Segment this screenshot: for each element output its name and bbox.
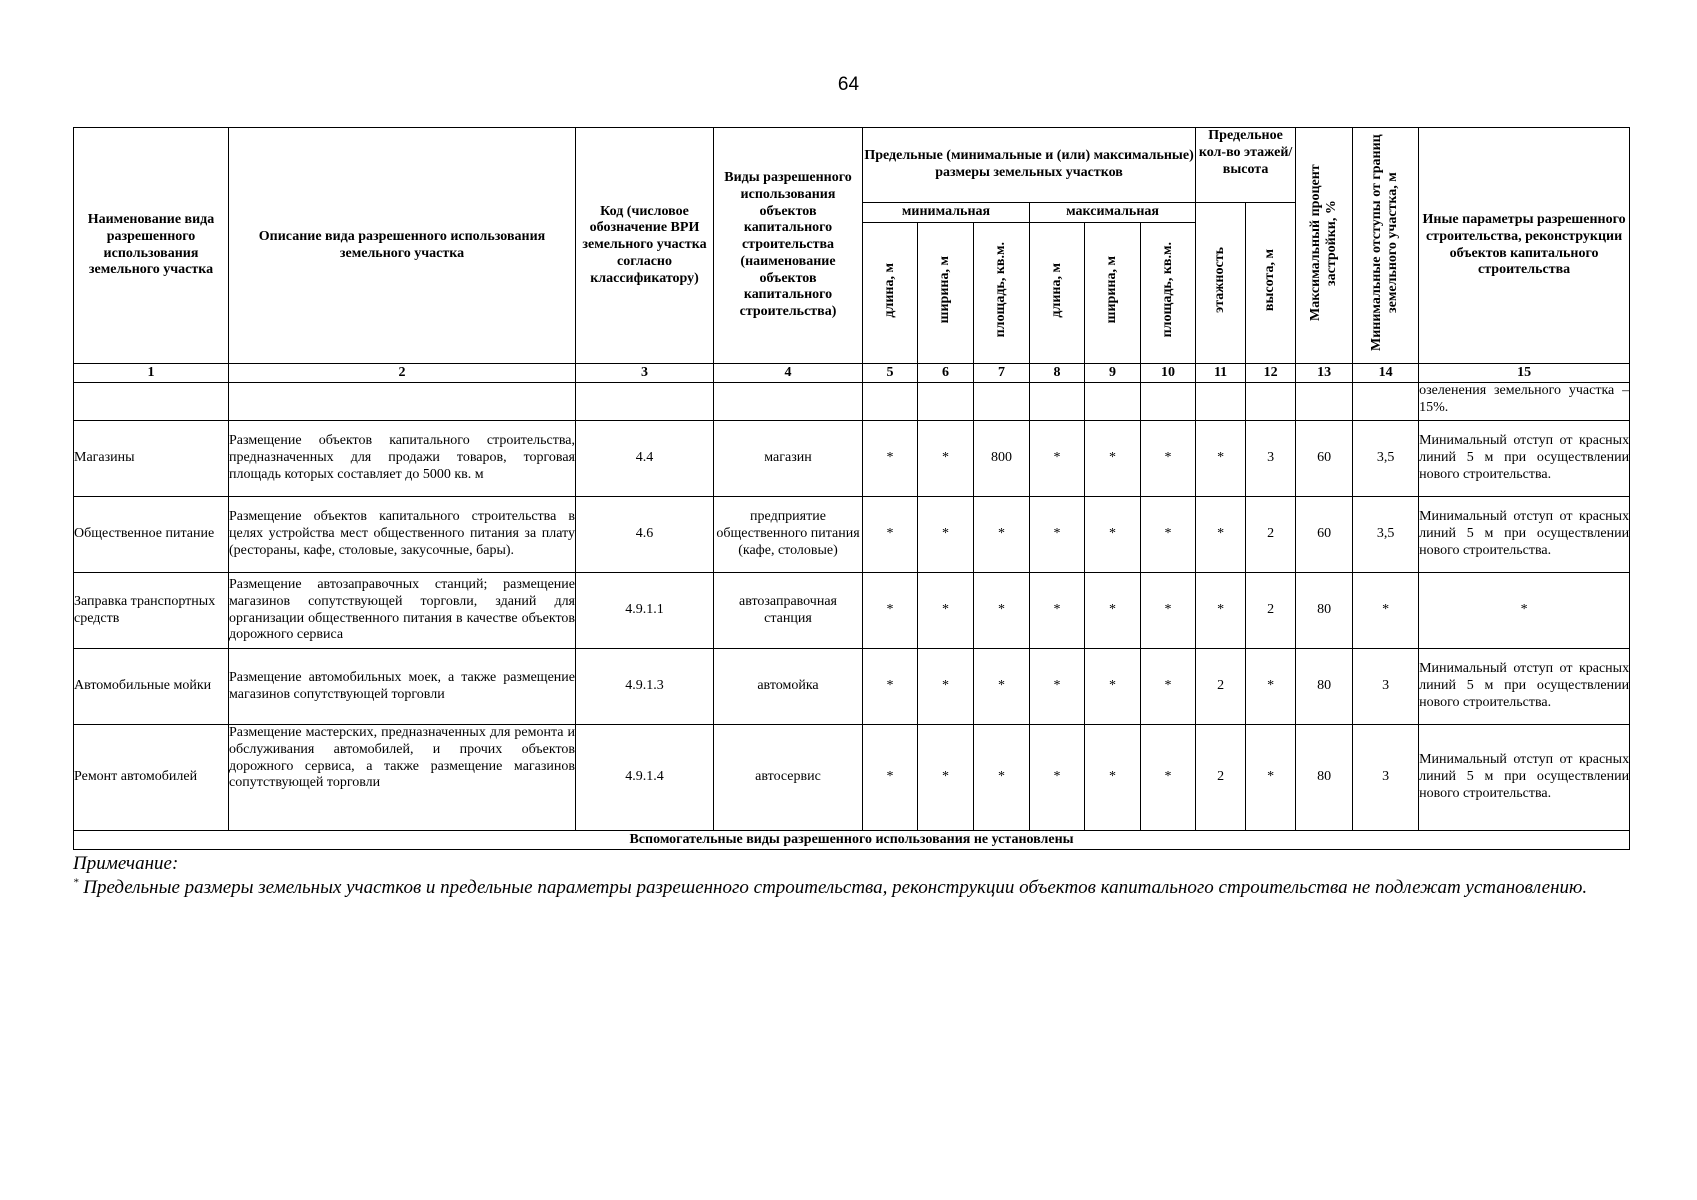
row-description: Размещение автомобильных моек, а также размещение магазинов сопутствующей торговли xyxy=(229,649,576,725)
cell-max-area: * xyxy=(1141,573,1196,649)
cell-min-setback: 3 xyxy=(1353,649,1419,725)
cell-min-length: * xyxy=(863,649,918,725)
header-max-length xyxy=(1030,223,1085,364)
cell-min-length: * xyxy=(863,573,918,649)
cell-floors: 2 xyxy=(1196,725,1246,831)
col-num: 7 xyxy=(974,364,1030,383)
header-height xyxy=(1246,203,1296,364)
note-label: Примечание: xyxy=(73,853,179,874)
cell-height: 2 xyxy=(1246,573,1296,649)
cell-max-length: * xyxy=(1030,421,1085,497)
row-code: 4.9.1.4 xyxy=(576,725,714,831)
row-description: Размещение объектов капитального строительства в целях устройства мест общественного питания за плату (рестораны, кафе, столовые, закусочные, бары). xyxy=(229,497,576,573)
col-num: 6 xyxy=(918,364,974,383)
cell-max-percent: 60 xyxy=(1296,497,1353,573)
row-description: Размещение объектов капитального строительства, предназначенных для продажи товаров, торговая площадь которых составляет до 5000 кв. м xyxy=(229,421,576,497)
header-description: Описание вида разрешенного использования земельного участка xyxy=(229,128,576,364)
auxiliary-uses: Вспомогательные виды разрешенного использования не установлены xyxy=(74,831,1630,850)
note-marker: * xyxy=(73,876,79,889)
col-num: 1 xyxy=(74,364,229,383)
header-height-text: высота, м xyxy=(1262,249,1278,312)
table-row xyxy=(74,573,1630,649)
header-code: Код (числовое обозначение ВРИ земельного участка согласно классификатору) xyxy=(576,128,714,364)
cell-max-area: * xyxy=(1141,421,1196,497)
table-row xyxy=(74,725,1630,831)
row-objects: автосервис xyxy=(714,725,863,831)
header-max-width xyxy=(1085,223,1141,364)
table-row xyxy=(74,497,1630,573)
header-min-width-text: ширина, м xyxy=(937,256,953,324)
cell-max-length: * xyxy=(1030,725,1085,831)
row-objects: автомойка xyxy=(714,649,863,725)
header-min-length-text: длина, м xyxy=(881,262,897,318)
col-num: 3 xyxy=(576,364,714,383)
cell-min-setback: 3,5 xyxy=(1353,497,1419,573)
row-objects: автозаправочная станция xyxy=(714,573,863,649)
col-num: 2 xyxy=(229,364,576,383)
row-description: Размещение мастерских, предназначенных для ремонта и обслуживания автомобилей, и прочих объектов дорожного сервиса, а также размещение магазинов сопутствующей торговли xyxy=(229,725,576,831)
table-row-continuation xyxy=(74,383,1630,421)
cell-max-length: * xyxy=(1030,573,1085,649)
row-code: 4.9.1.1 xyxy=(576,573,714,649)
row-code: 4.4 xyxy=(576,421,714,497)
row-name: Общественное питание xyxy=(74,497,229,573)
header-min-area xyxy=(974,223,1030,364)
cell-height: 3 xyxy=(1246,421,1296,497)
cell-min-width: * xyxy=(918,421,974,497)
cell-max-width: * xyxy=(1085,497,1141,573)
cell-max-percent: 80 xyxy=(1296,573,1353,649)
cell-floors: * xyxy=(1196,421,1246,497)
page-number: 64 xyxy=(837,74,860,95)
col-num: 8 xyxy=(1030,364,1085,383)
cell-max-area: * xyxy=(1141,497,1196,573)
cell-min-setback: 3,5 xyxy=(1353,421,1419,497)
header-floors xyxy=(1196,203,1246,364)
cell-max-width: * xyxy=(1085,421,1141,497)
cell-height: * xyxy=(1246,725,1296,831)
header-other-params: Иные параметры разрешенного строительства, реконструкции объектов капитального строительства xyxy=(1419,128,1630,364)
row-other-params: Минимальный отступ от красных линий 5 м при осуществлении нового строительства. xyxy=(1419,725,1630,831)
header-min: минимальная xyxy=(863,203,1030,223)
header-min-area-text: площадь, кв.м. xyxy=(993,242,1009,338)
col-num: 12 xyxy=(1246,364,1296,383)
header-max-area xyxy=(1141,223,1196,364)
note-body xyxy=(73,876,1624,900)
cell-max-percent: 80 xyxy=(1296,725,1353,831)
header-min-length xyxy=(863,223,918,364)
cell-max-area: * xyxy=(1141,725,1196,831)
header-objects: Виды разрешенного использования объектов капитального строительства (наименование объектов капитального строительства) xyxy=(714,128,863,364)
col-num: 5 xyxy=(863,364,918,383)
land-use-table xyxy=(73,127,1630,850)
note-text: Предельные размеры земельных участков и предельные параметры разрешенного строительства, реконструкции объектов капитального строительства не подлежат установлению. xyxy=(78,876,1588,898)
header-max-width-text: ширина, м xyxy=(1104,256,1120,324)
cell-max-width: * xyxy=(1085,725,1141,831)
cell-max-width: * xyxy=(1085,573,1141,649)
row-name: Ремонт автомобилей xyxy=(74,725,229,831)
row-other-params: Минимальный отступ от красных линий 5 м при осуществлении нового строительства. xyxy=(1419,497,1630,573)
cell-min-length: * xyxy=(863,421,918,497)
cell-min-length: * xyxy=(863,497,918,573)
cell-min-width: * xyxy=(918,725,974,831)
cell-floors: 2 xyxy=(1196,649,1246,725)
header-max-length-text: длина, м xyxy=(1048,262,1064,318)
cell-max-area: * xyxy=(1141,649,1196,725)
header-floors-text: этажность xyxy=(1212,247,1228,313)
header-name: Наименование вида разрешенного использования земельного участка xyxy=(74,128,229,364)
cell-max-length: * xyxy=(1030,497,1085,573)
row-objects: магазин xyxy=(714,421,863,497)
col-num: 14 xyxy=(1353,364,1419,383)
header-min-setback-text: Минимальные отступы от границ земельного участка, м xyxy=(1369,134,1401,351)
cell-max-width: * xyxy=(1085,649,1141,725)
table-row xyxy=(74,649,1630,725)
note xyxy=(73,852,1624,900)
header-floors-group: Предельное кол-во этажей/ высота xyxy=(1196,128,1296,203)
row-code: 4.6 xyxy=(576,497,714,573)
table-row-auxiliary xyxy=(74,831,1630,850)
cell-min-width: * xyxy=(918,573,974,649)
row-code: 4.9.1.3 xyxy=(576,649,714,725)
header-max-percent xyxy=(1296,128,1353,364)
row-other-params: * xyxy=(1419,573,1630,649)
col-num: 4 xyxy=(714,364,863,383)
cell-max-percent: 60 xyxy=(1296,421,1353,497)
row-objects: предприятие общественного питания (кафе, столовые) xyxy=(714,497,863,573)
cell-min-width: * xyxy=(918,497,974,573)
cell-min-area: * xyxy=(974,497,1030,573)
cell-max-percent: 80 xyxy=(1296,649,1353,725)
row-name: Автомобильные мойки xyxy=(74,649,229,725)
row-description: Размещение автозаправочных станций; размещение магазинов сопутствующей торговли, зданий для организации общественного питания в качестве объектов дорожного сервиса xyxy=(229,573,576,649)
row-name: Магазины xyxy=(74,421,229,497)
header-limits: Предельные (минимальные и (или) максимальные) размеры земельных участков xyxy=(863,128,1196,203)
cell-max-length: * xyxy=(1030,649,1085,725)
col-num: 13 xyxy=(1296,364,1353,383)
col-num: 15 xyxy=(1419,364,1630,383)
header-max-area-text: площадь, кв.м. xyxy=(1159,242,1175,338)
row-other-params: Минимальный отступ от красных линий 5 м при осуществлении нового строительства. xyxy=(1419,421,1630,497)
col-num: 10 xyxy=(1141,364,1196,383)
col-num: 9 xyxy=(1085,364,1141,383)
header-max: максимальная xyxy=(1030,203,1196,223)
table-row xyxy=(74,421,1630,497)
cell-height: 2 xyxy=(1246,497,1296,573)
cell-min-width: * xyxy=(918,649,974,725)
cell-floors: * xyxy=(1196,497,1246,573)
cell-floors: * xyxy=(1196,573,1246,649)
cell-min-area: * xyxy=(974,573,1030,649)
cell-min-area: 800 xyxy=(974,421,1030,497)
row-other-params: Минимальный отступ от красных линий 5 м при осуществлении нового строительства. xyxy=(1419,649,1630,725)
col-num: 11 xyxy=(1196,364,1246,383)
cell-min-length: * xyxy=(863,725,918,831)
continuation-text: озеленения земельного участка – 15%. xyxy=(1419,383,1630,421)
header-min-setback xyxy=(1353,128,1419,364)
header-min-width xyxy=(918,223,974,364)
header-max-percent-text: Максимальный процент застройки, % xyxy=(1307,164,1340,321)
cell-min-setback: 3 xyxy=(1353,725,1419,831)
row-name: Заправка транспортных средств xyxy=(74,573,229,649)
cell-min-area: * xyxy=(974,649,1030,725)
cell-min-area: * xyxy=(974,725,1030,831)
cell-height: * xyxy=(1246,649,1296,725)
cell-min-setback: * xyxy=(1353,573,1419,649)
